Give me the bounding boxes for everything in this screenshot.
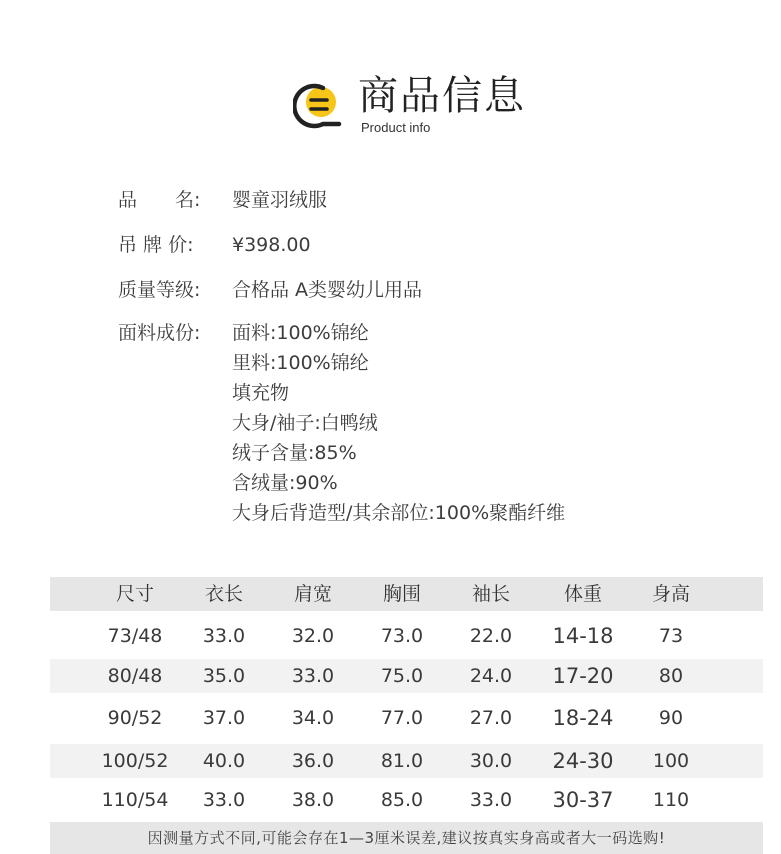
table-cell: 30.0 bbox=[469, 750, 513, 772]
table-cell: 77.0 bbox=[380, 707, 424, 729]
info-label-price: 吊 牌 价: bbox=[118, 234, 194, 256]
column-header: 衣长 bbox=[204, 583, 243, 605]
table-row bbox=[50, 744, 763, 778]
info-value-name: 婴童羽绒服 bbox=[232, 189, 328, 211]
table-cell: 35.0 bbox=[202, 665, 246, 687]
table-cell: 14-18 bbox=[552, 624, 614, 648]
info-value-price: ¥398.00 bbox=[232, 234, 311, 256]
table-cell: 90 bbox=[658, 707, 684, 729]
table-cell: 32.0 bbox=[291, 625, 335, 647]
table-cell: 100 bbox=[652, 750, 690, 772]
column-header: 体重 bbox=[563, 583, 602, 605]
table-cell: 22.0 bbox=[469, 625, 513, 647]
table-cell: 38.0 bbox=[291, 789, 335, 811]
column-header: 胸围 bbox=[382, 583, 421, 605]
table-cell: 80 bbox=[658, 665, 684, 687]
table-cell: 100/52 bbox=[101, 750, 169, 772]
product-info-icon bbox=[293, 80, 345, 132]
table-cell: 85.0 bbox=[380, 789, 424, 811]
fabric-line: 大身/袖子:白鸭绒 bbox=[232, 412, 378, 434]
table-cell: 33.0 bbox=[469, 789, 513, 811]
table-cell: 90/52 bbox=[107, 707, 163, 729]
table-cell: 37.0 bbox=[202, 707, 246, 729]
table-cell: 81.0 bbox=[380, 750, 424, 772]
page-subtitle: Product info bbox=[361, 120, 431, 135]
size-table-header bbox=[50, 577, 763, 611]
table-cell: 30-37 bbox=[552, 788, 614, 812]
table-cell: 73.0 bbox=[380, 625, 424, 647]
table-row bbox=[50, 659, 763, 693]
fabric-line: 里料:100%锦纶 bbox=[232, 352, 369, 374]
fabric-line: 填充物 bbox=[232, 382, 290, 404]
table-row bbox=[50, 701, 763, 735]
column-header: 肩宽 bbox=[293, 583, 332, 605]
info-label-fabric: 面料成份: bbox=[118, 322, 201, 344]
fabric-line: 绒子含量:85% bbox=[232, 442, 357, 464]
table-cell: 40.0 bbox=[202, 750, 246, 772]
info-label-quality: 质量等级: bbox=[118, 279, 201, 301]
table-cell: 27.0 bbox=[469, 707, 513, 729]
info-value-quality: 合格品 A类婴幼儿用品 bbox=[232, 279, 423, 301]
table-cell: 73/48 bbox=[107, 625, 163, 647]
measurement-note: 因测量方式不同,可能会存在1—3厘米误差,建议按真实身高或者大一码选购! bbox=[50, 822, 763, 854]
column-header: 身高 bbox=[651, 583, 690, 605]
table-row bbox=[50, 619, 763, 653]
table-cell: 33.0 bbox=[202, 789, 246, 811]
page-title: 商品信息 bbox=[358, 73, 526, 119]
table-row bbox=[50, 783, 763, 817]
column-header: 袖长 bbox=[471, 583, 510, 605]
table-cell: 24-30 bbox=[552, 749, 614, 773]
header bbox=[0, 0, 781, 150]
table-cell: 17-20 bbox=[552, 664, 614, 688]
fabric-composition-list bbox=[232, 318, 565, 528]
table-cell: 24.0 bbox=[469, 665, 513, 687]
table-cell: 80/48 bbox=[107, 665, 163, 687]
table-cell: 36.0 bbox=[291, 750, 335, 772]
table-cell: 110/54 bbox=[101, 789, 169, 811]
column-header: 尺寸 bbox=[115, 583, 154, 605]
info-label-name: 品 名: bbox=[118, 189, 201, 211]
fabric-line: 大身后背造型/其余部位:100%聚酯纤维 bbox=[232, 502, 566, 524]
table-cell: 33.0 bbox=[202, 625, 246, 647]
fabric-line: 含绒量:90% bbox=[232, 472, 338, 494]
table-cell: 33.0 bbox=[291, 665, 335, 687]
table-cell: 34.0 bbox=[291, 707, 335, 729]
table-cell: 110 bbox=[652, 789, 690, 811]
table-cell: 73 bbox=[658, 625, 684, 647]
table-cell: 75.0 bbox=[380, 665, 424, 687]
table-cell: 18-24 bbox=[552, 706, 614, 730]
fabric-line: 面料:100%锦纶 bbox=[232, 322, 369, 344]
